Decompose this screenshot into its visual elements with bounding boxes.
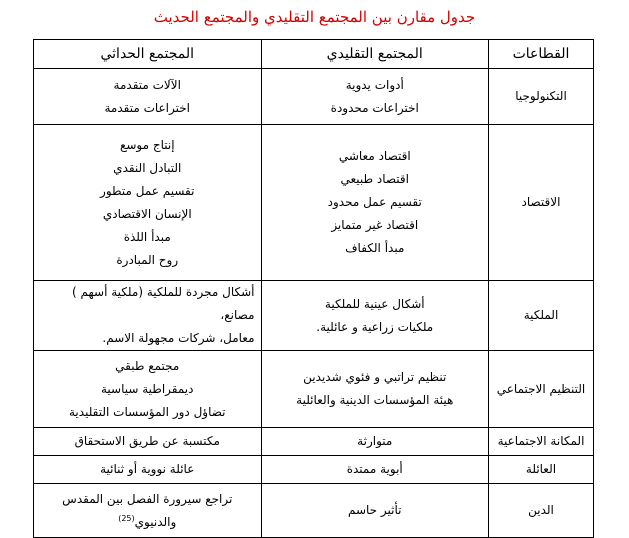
table-title: جدول مقارن بين المجتمع التقليدي والمجتمع الحديث: [153, 8, 476, 26]
cell-line: الآلات متقدمة: [113, 77, 181, 92]
cell-line: اختراعات محدودة: [330, 100, 419, 115]
cell-line: اقتصاد معاشي: [338, 149, 411, 163]
table-row: [34, 69, 594, 125]
cell-line: اقتصاد طبيعي: [340, 172, 409, 186]
header-modern: المجتمع الحداثي: [34, 40, 262, 69]
table-row: [34, 351, 594, 428]
traditional-cell: [261, 69, 489, 125]
cell-line: عائلة نووية أو ثنائية: [100, 462, 195, 476]
cell-line: تراجع سيرورة الفصل بين المقدس: [62, 491, 233, 506]
modern-cell: [34, 456, 262, 484]
cell-line: تقسيم عمل محدود: [327, 195, 422, 209]
cell-line: أبوية ممتدة: [346, 462, 403, 476]
table-row: [34, 456, 594, 484]
sector-cell: الملكية: [489, 281, 594, 351]
modern-cell: [34, 351, 262, 428]
cell-line: تأثير حاسم: [347, 503, 402, 517]
cell-line: متوارثة: [357, 434, 393, 448]
cell-line: ديمقراطية سياسية: [100, 381, 194, 396]
table-row: [34, 125, 594, 281]
comparison-table: [33, 39, 594, 538]
cell-line: اختراعات متقدمة: [104, 100, 191, 115]
cell-line: تنظيم تراتبي و فئوي شديدين: [303, 370, 447, 384]
header-traditional: المجتمع التقليدي: [261, 40, 489, 69]
header-sectors: القطاعات: [489, 40, 594, 69]
table-row: [34, 428, 594, 456]
cell-line: إنتاج موسع: [119, 137, 175, 152]
cell-line: تقسيم عمل متطور: [100, 183, 195, 198]
traditional-cell: [261, 428, 489, 456]
sector-cell: العائلة: [489, 456, 594, 484]
sector-cell: المكانة الاجتماعية: [489, 428, 594, 456]
cell-line: مجتمع طبقي: [115, 358, 180, 373]
cell-line: أشكال عينية للملكية: [324, 296, 425, 311]
cell-line: روح المبادرة: [116, 252, 179, 267]
cell-line: تضاؤل دور المؤسسات التقليدية: [69, 404, 226, 419]
sector-cell: الدين: [489, 484, 594, 538]
sector-cell: التكنولوجيا: [489, 69, 594, 125]
modern-cell: [34, 281, 262, 351]
cell-line: مبدأ الكفاف: [345, 241, 405, 255]
sector-cell: الاقتصاد: [489, 125, 594, 281]
modern-cell: [34, 125, 262, 281]
cell-line: أشكال مجردة للملكية (ملكية أسهم ) مصانع،: [72, 285, 255, 322]
cell-line: [40, 511, 255, 534]
cell-line: مكتسبة عن طريق الاستحقاق: [74, 434, 220, 448]
cell-line: مبدأ اللذة: [123, 229, 171, 244]
traditional-cell: [261, 456, 489, 484]
header-row: [34, 40, 594, 69]
modern-cell: [34, 484, 262, 538]
traditional-cell: [261, 125, 489, 281]
table-row: [34, 484, 594, 538]
traditional-cell: [261, 281, 489, 351]
modern-cell: [34, 69, 262, 125]
cell-line-text: والدنيوي: [134, 514, 177, 529]
footnote-ref: (25): [118, 513, 135, 523]
cell-line: ملكيات زراعية و عائلية.: [316, 319, 434, 334]
cell-line: اقتصاد غير متمايز: [331, 218, 419, 232]
table-row: [34, 281, 594, 351]
cell-line: هيئة المؤسسات الدينية والعائلية: [296, 393, 454, 407]
traditional-cell: [261, 484, 489, 538]
cell-line: التبادل النقدي: [113, 160, 182, 175]
sector-cell: التنظيم الاجتماعي: [489, 351, 594, 428]
cell-line: أدوات يدوية: [345, 77, 404, 92]
cell-line: الإنسان الاقتصادي: [102, 206, 192, 221]
modern-cell: [34, 428, 262, 456]
cell-line: معامل، شركات مجهولة الاسم.: [102, 331, 255, 345]
traditional-cell: [261, 351, 489, 428]
